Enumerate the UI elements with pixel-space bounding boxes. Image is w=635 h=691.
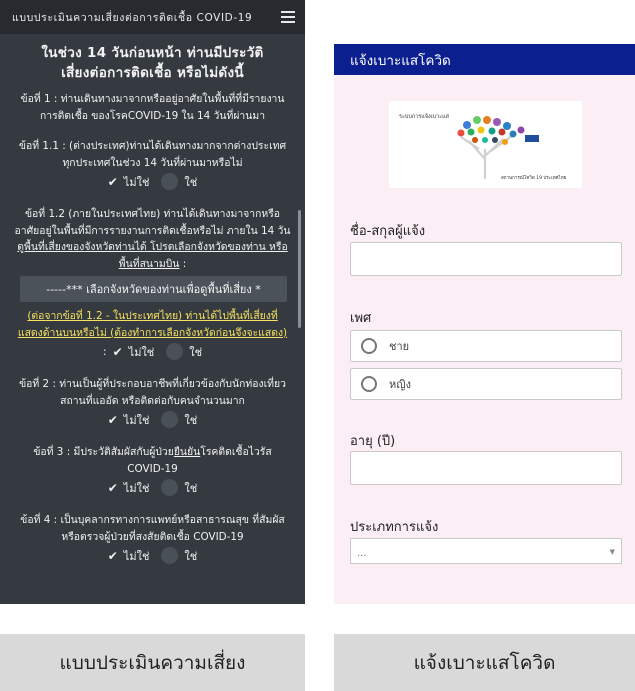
app-title: แบบประเมินความเสี่ยงต่อการติดเชื้อ COVID-19 [12, 11, 253, 24]
caption-risk-assessment: แบบประเมินความเสี่ยง [0, 634, 305, 691]
option-no-label[interactable]: ไม่ใช่ [123, 175, 150, 189]
question-1-2-followup: (ต่อจากข้อที่ 1.2 - ในประเทศไทย) ท่านได้ไปพื้นที่เสี่ยงที่แสดงด้านบนหรือไม่ (ต้องทำการเลือกจังหวัดก่อนจึงจะแสดง) [17, 310, 288, 339]
svg-text:ระบบการแจ้งเบาะแส: ระบบการแจ้งเบาะแส [399, 114, 450, 120]
option-yes-label[interactable]: ใช่ [184, 481, 198, 495]
check-icon: ✔ [107, 412, 118, 427]
option-yes-radio[interactable] [161, 479, 178, 496]
option-yes-radio[interactable] [161, 411, 178, 428]
question-4: ข้อที่ 4 : เป็นบุคลากรทางการแพทย์หรือสาธารณสุข ที่สัมผัสหรือตรวจผู้ป่วยที่สงสัยติดเชื้อ COVID-19 [20, 514, 285, 543]
option-no-label[interactable]: ไม่ใช่ [123, 413, 150, 427]
gender-male-option[interactable]: ชาย [350, 330, 622, 362]
form-title: แจ้งเบาะแสโควิด [350, 52, 451, 69]
tree-logo-icon [389, 101, 582, 188]
age-label: อายุ (ปี) [350, 434, 396, 449]
report-type-select[interactable]: ... ▼ [350, 538, 622, 564]
check-icon: ✔ [112, 344, 123, 359]
option-yes-radio[interactable] [161, 173, 178, 190]
province-select[interactable]: -----*** เลือกจังหวัดของท่านเพื่อดูพื้นที่เสี่ยง * [20, 276, 287, 302]
answer-row-3 [0, 477, 305, 498]
radio-icon[interactable] [361, 376, 377, 392]
chevron-down-icon: ▼ [609, 548, 615, 556]
scrollbar[interactable] [298, 210, 301, 328]
option-no-label[interactable]: ไม่ใช่ [123, 549, 150, 563]
gender-label: เพศ [350, 311, 372, 326]
check-icon: ✔ [107, 480, 118, 495]
age-field[interactable] [350, 451, 622, 485]
question-3: ข้อที่ 3 : มีประวัติสัมผัสกับผู้ป่วยยืนยันโรคติดเชื้อไวรัส COVID-19 [33, 446, 272, 475]
name-field[interactable] [350, 242, 622, 276]
answer-row-4 [0, 545, 305, 566]
form-header [334, 44, 635, 75]
option-yes-radio[interactable] [166, 343, 183, 360]
gender-female-option[interactable]: หญิง [350, 368, 622, 400]
menu-icon[interactable] [281, 11, 295, 23]
option-no-label[interactable]: ไม่ใช่ [123, 481, 150, 495]
question-1-1: ข้อที่ 1.1 : (ต่างประเทศ)ท่านได้เดินทางมากจากต่างประเทศ ทุกประเทศในช่วง 14 วันที่ผ่านมาหรือไม่ [18, 140, 287, 169]
page-heading: ในช่วง 14 วันก่อนหน้า ท่านมีประวัติ เสี่ยงต่อการติดเชื้อ หรือไม่ดังนี้ [41, 45, 264, 81]
report-system-logo [389, 101, 582, 188]
option-yes-label[interactable]: ใช่ [184, 549, 198, 563]
option-no-label[interactable]: ไม่ใช่ [128, 345, 155, 359]
top-bar [0, 0, 305, 34]
risk-assessment-screen [0, 0, 305, 604]
option-yes-label[interactable]: ใช่ [184, 175, 198, 189]
covid-report-screen [334, 44, 635, 604]
check-icon: ✔ [107, 174, 118, 189]
question-1-2: ข้อที่ 1.2 (ภายในประเทศไทย) ท่านได้เดินทางมาจากหรืออาศัยอยู่ในพื้นที่มีการรายงานการติดเชื้อหรือไม่ ภายใน 14 วัน ดูพื้นที่เสี่ยงของจังหวัดท่านได้ โปรดเลือกจังหวัดของท่าน หรือพื้นที่สนามบิน : [14, 208, 291, 270]
answer-row-1-1 [0, 171, 305, 192]
option-yes-label[interactable]: ใช่ [184, 413, 198, 427]
radio-icon[interactable] [361, 338, 377, 354]
report-type-label: ประเภทการแจ้ง [350, 520, 439, 535]
risk-area-link[interactable]: ดูพื้นที่เสี่ยงของจังหวัดท่านได้ โปรดเลือกจังหวัดของท่าน หรือพื้นที่สนามบิน [17, 241, 288, 270]
answer-row-2 [0, 409, 305, 430]
option-yes-radio[interactable] [161, 547, 178, 564]
name-label: ชื่อ-สกุลผู้แจ้ง [350, 224, 426, 239]
question-1: ข้อที่ 1 : ท่านเดินทางมาจากหรืออยู่อาศัยในพื้นที่ที่มีรายงานการติดเชื้อ ของโรคCOVID-19 ใน 14 วันที่ผ่านมา [20, 93, 285, 122]
option-yes-label[interactable]: ใช่ [189, 345, 203, 359]
caption-covid-report: แจ้งเบาะแสโควิด [334, 634, 635, 691]
check-icon: ✔ [107, 548, 118, 563]
answer-row-1-2: : ✔ ไม่ใช่ ใช่ [102, 344, 203, 359]
question-2: ข้อที่ 2 : ท่านเป็นผู้ที่ประกอบอาชีพที่เกี่ยวข้องกับนักท่องเที่ยว สถานที่แออัด หรือติดต่อกับคนจำนวนมาก [19, 378, 286, 407]
svg-text:สถานการณ์โควิด 19 ประเทศไทย: สถานการณ์โควิด 19 ประเทศไทย [501, 176, 567, 181]
